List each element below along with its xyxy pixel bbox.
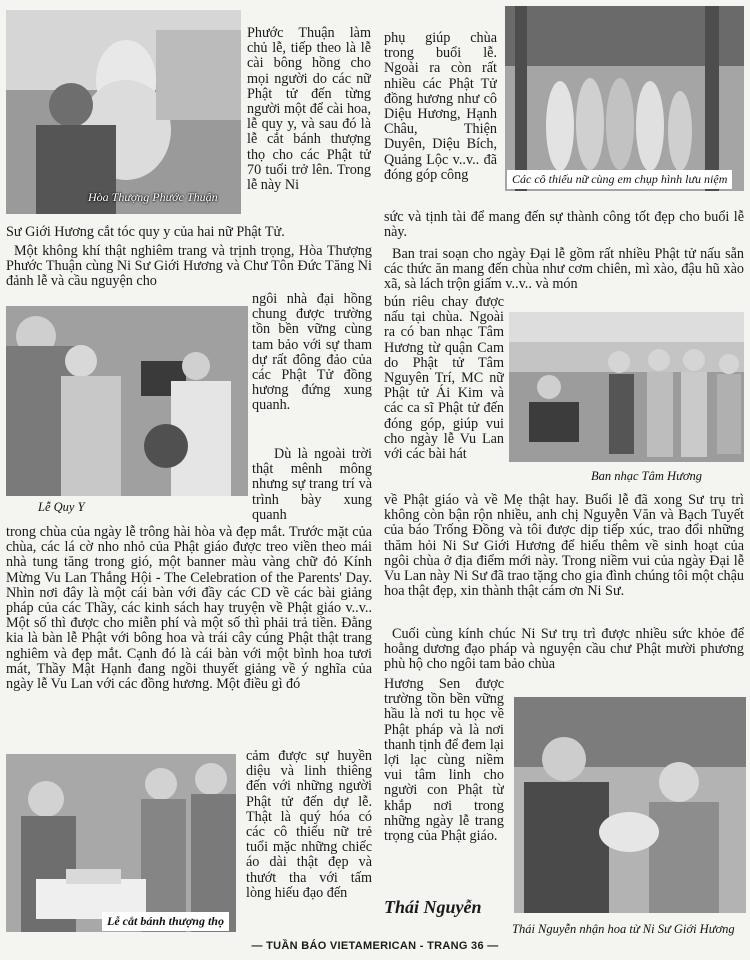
photo-band-tam-huong xyxy=(509,312,744,462)
article-text-block: Dù là ngoài trời thật mênh mông nhưng sự trang trí và trình bày xung quanh xyxy=(252,447,372,523)
photo-caption: Thái Nguyễn nhận hoa từ Ni Sư Giới Hương xyxy=(512,922,735,936)
page-footer: — TUẦN BÁO VIETAMERICAN - TRANG 36 — xyxy=(251,940,499,952)
article-text-block: Hương Sen được trường tồn bền vững hầu là nơi tu học về Phật pháp và là nơi thanh tịnh để đem lại lợi lạc cùng niềm vui tâm linh cho người con Phật từ khắp nơi trong những ngày lễ trang trọng của Phật giáo. xyxy=(384,677,504,845)
article-text-block: Ban trai soạn cho ngày Đại lễ gồm rất nhiều Phật tử nấu sẵn các thức ăn mang đến chùa như cơm chiên, mì xào, đậu hũ xào xã, sà lách trộn giấm v..v.. và món xyxy=(384,247,744,293)
article-text-block: Phước Thuận làm chủ lễ, tiếp theo là lễ cài bông hồng cho mọi người do các nữ Phật tử đến từng người một để cài hoa, lễ quy y, và sau đó là lễ cắt bánh thượng thọ cho các Phật tử 70 tuổi trở lên. Trong lễ này Ni xyxy=(247,26,371,194)
author-signature: Thái Nguyễn xyxy=(384,897,482,917)
article-text-block: sức và tịnh tài để mang đến sự thành công tốt đẹp cho buổi lễ này. xyxy=(384,210,744,241)
photo-cake-cutting xyxy=(6,754,236,932)
article-text-block: Một không khí thật nghiêm trang và trịnh trọng, Hòa Thượng Phước Thuận cùng Ni Sư Giới Hương và Chư Tôn Đức Tăng Ni đảnh lễ và cầu nguyện cho xyxy=(6,244,372,290)
article-text-block: ngôi nhà đại hồng chung được trường tồn bền vững cùng tam bảo với sự tham dự rất đông đảo của các Phật Tử đồng hương đứng xung quanh. xyxy=(252,292,372,414)
article-text-block: bún riêu chay được nấu tại chùa. Ngoài ra có ban nhạc Tâm Hương từ quận Cam do Phật tử Tâm Nguyên Trí, MC nữ Phật tử Ái Kim và các ca sĩ Phật tử đến đóng góp, giúp vui cho ngày lễ Vu Lan với các bài hát xyxy=(384,295,504,463)
photo-receiving-flowers xyxy=(514,697,746,913)
article-text-block: về Phật giáo và về Mẹ thật hay. Buổi lễ đã xong Sư trụ trì không còn bận rộn nhiều, anh chị Nguyễn Văn và Bạch Tuyết của báo Trống Đồng và tôi được dịp tiếp xúc, trao đổi những thăm hỏi Ni Sư Giới Hương để hiểu thêm về sinh hoạt của ngôi chùa ở địa điểm mới này. Trong niềm vui của ngày Đại lễ Vu Lan này Ni Sư đã trao tặng cho gia đình chúng tôi một chậu hoa thật đẹp, xin thành thật cám ơn Ni Sư. xyxy=(384,493,744,600)
photo-caption: Lễ cắt bánh thượng thọ xyxy=(102,912,229,931)
article-text-block: trong chùa của ngày lễ trông hài hòa và đẹp mắt. Trước mặt của chùa, các lá cờ nho nhỏ của Phật giáo được treo viền theo mái nhà tung tăng trong gió, một banner màu vàng chữ đỏ Kính Mừng Vu Lan Thắng Hội - The Celebration of the Parents' Day. Nhìn nơi đây là một cái bàn với đầy các CD về các bài giảng pháp của các Thầy, các kinh sách hay truyện về Phật giáo v..v.. Một số thì được cho miễn phí và một số thì phải trả tiền. Đằng kia là bàn lễ Phật với bông hoa và trái cây cúng Phật thật trang nghiêm và đẹp mắt. Cạnh đó là cái bàn với một bình hoa tươi mát, Thầy Mật Hạnh đang ngồi thuyết giảng về ý nghĩa của ngày lễ Vu Lan với các đồng hương. Một điều gì đó xyxy=(6,525,372,693)
photo-quy-y xyxy=(6,306,248,496)
article-text-block: Sư Giới Hương cắt tóc quy y của hai nữ Phật Tử. xyxy=(6,225,285,240)
photo-caption: Các cô thiếu nữ cùng em chụp hình lưu niệm xyxy=(507,170,732,189)
article-text-block: cảm được sự huyền diệu và linh thiêng đến với những người Phật tử đến dự lễ. Thật là quý hóa có các cô thiếu nữ trẻ tuổi mặc những chiếc áo dài thật đẹp và thướt tha với tấm lòng hiếu đạo đến xyxy=(246,749,372,901)
article-text-block: phụ giúp chùa trong buổi lễ. Ngoài ra còn rất nhiều các Phật Tử đồng hương như cô Diệu Hương, Hạnh Châu, Thiện Duyên, Diệu Bích, Quảng Lộc v..v.. đã đóng góp công xyxy=(384,31,497,183)
photo-caption: Hòa Thượng Phước Thuận xyxy=(88,190,218,204)
photo-caption: Lễ Quy Y xyxy=(38,500,85,514)
photo-caption: Ban nhạc Tâm Hương xyxy=(591,469,703,483)
photo-girls-souvenir xyxy=(505,6,744,191)
article-text-block: Cuối cùng kính chúc Ni Sư trụ trì được nhiều sức khỏe để hoằng dương đạo pháp và nguyện cầu chư Phật mười phương phù hộ cho ngôi tam bảo chùa xyxy=(384,627,744,673)
photo-monk-phuoc-thuan xyxy=(6,10,241,214)
